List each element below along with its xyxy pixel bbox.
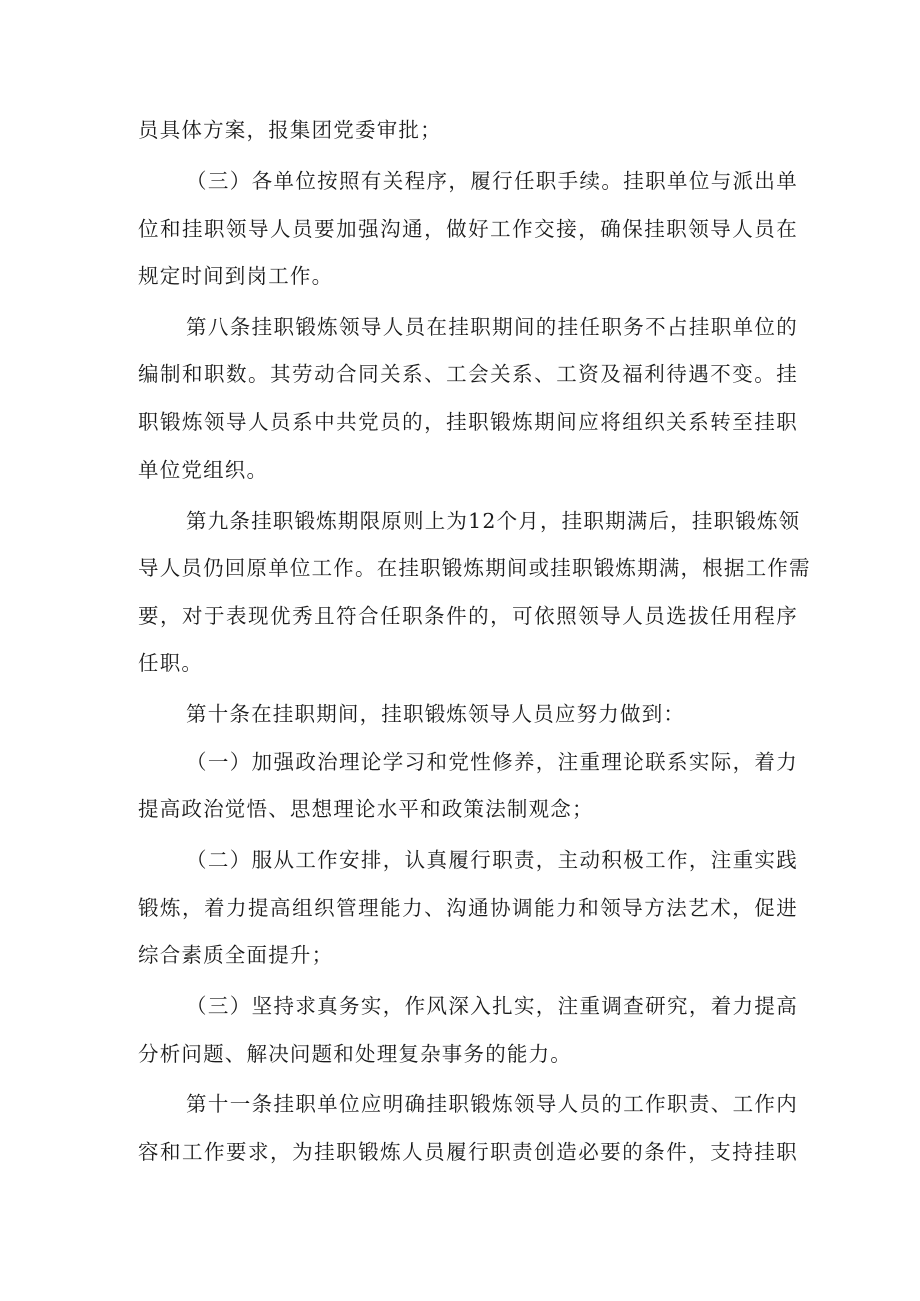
text-line: 职锻炼领导人员系中共党员的，挂职锻炼期间应将组织关系转至挂职: [138, 410, 798, 434]
text-line: 容和工作要求，为挂职锻炼人员履行职责创造必要的条件，支持挂职: [138, 1140, 798, 1164]
text-line: （三）坚持求真务实，作风深入扎实，注重调查研究，着力提高: [186, 994, 798, 1018]
text-line: （一）加强政治理论学习和党性修养，注重理论联系实际，着力: [186, 750, 798, 774]
text-line: 员具体方案，报集团党委审批；: [138, 118, 442, 142]
text-line: 第八条挂职锻炼领导人员在挂职期间的挂任职务不占挂职单位的: [186, 315, 798, 339]
text-line: 第十条在挂职期间，挂职锻炼领导人员应努力做到：: [186, 702, 686, 726]
text-line: 任职。: [138, 651, 204, 675]
text-line: 导人员仍回原单位工作。在挂职锻炼期间或挂职锻炼期满，根据工作需: [138, 556, 811, 580]
text-line: 分析问题、解决问题和处理复杂事务的能力。: [138, 1042, 572, 1066]
text-line: （二）服从工作安排，认真履行职责，主动积极工作，注重实践: [186, 848, 798, 872]
text-line: 综合素质全面提升；: [138, 943, 334, 967]
text-line: 第九条挂职锻炼期限原则上为12个月，挂职期满后，挂职锻炼领: [186, 509, 801, 533]
text-line: 单位党组织。: [138, 458, 269, 482]
text-line: （三）各单位按照有关程序，履行任职手续。挂职单位与派出单: [186, 169, 798, 193]
text-line: 第十一条挂职单位应明确挂职锻炼领导人员的工作职责、工作内: [186, 1092, 798, 1116]
text-line: 提高政治觉悟、思想理论水平和政策法制观念；: [138, 797, 594, 821]
text-line: 位和挂职领导人员要加强沟通，做好工作交接，确保挂职领导人员在: [138, 217, 798, 241]
text-line: 要，对于表现优秀且符合任职条件的，可依照领导人员选拔任用程序: [138, 604, 798, 628]
text-line: 锻炼，着力提高组织管理能力、沟通协调能力和领导方法艺术，促进: [138, 896, 798, 920]
text-line: 规定时间到岗工作。: [138, 264, 334, 288]
text-line: 编制和职数。其劳动合同关系、工会关系、工资及福利待遇不变。挂: [138, 362, 798, 386]
